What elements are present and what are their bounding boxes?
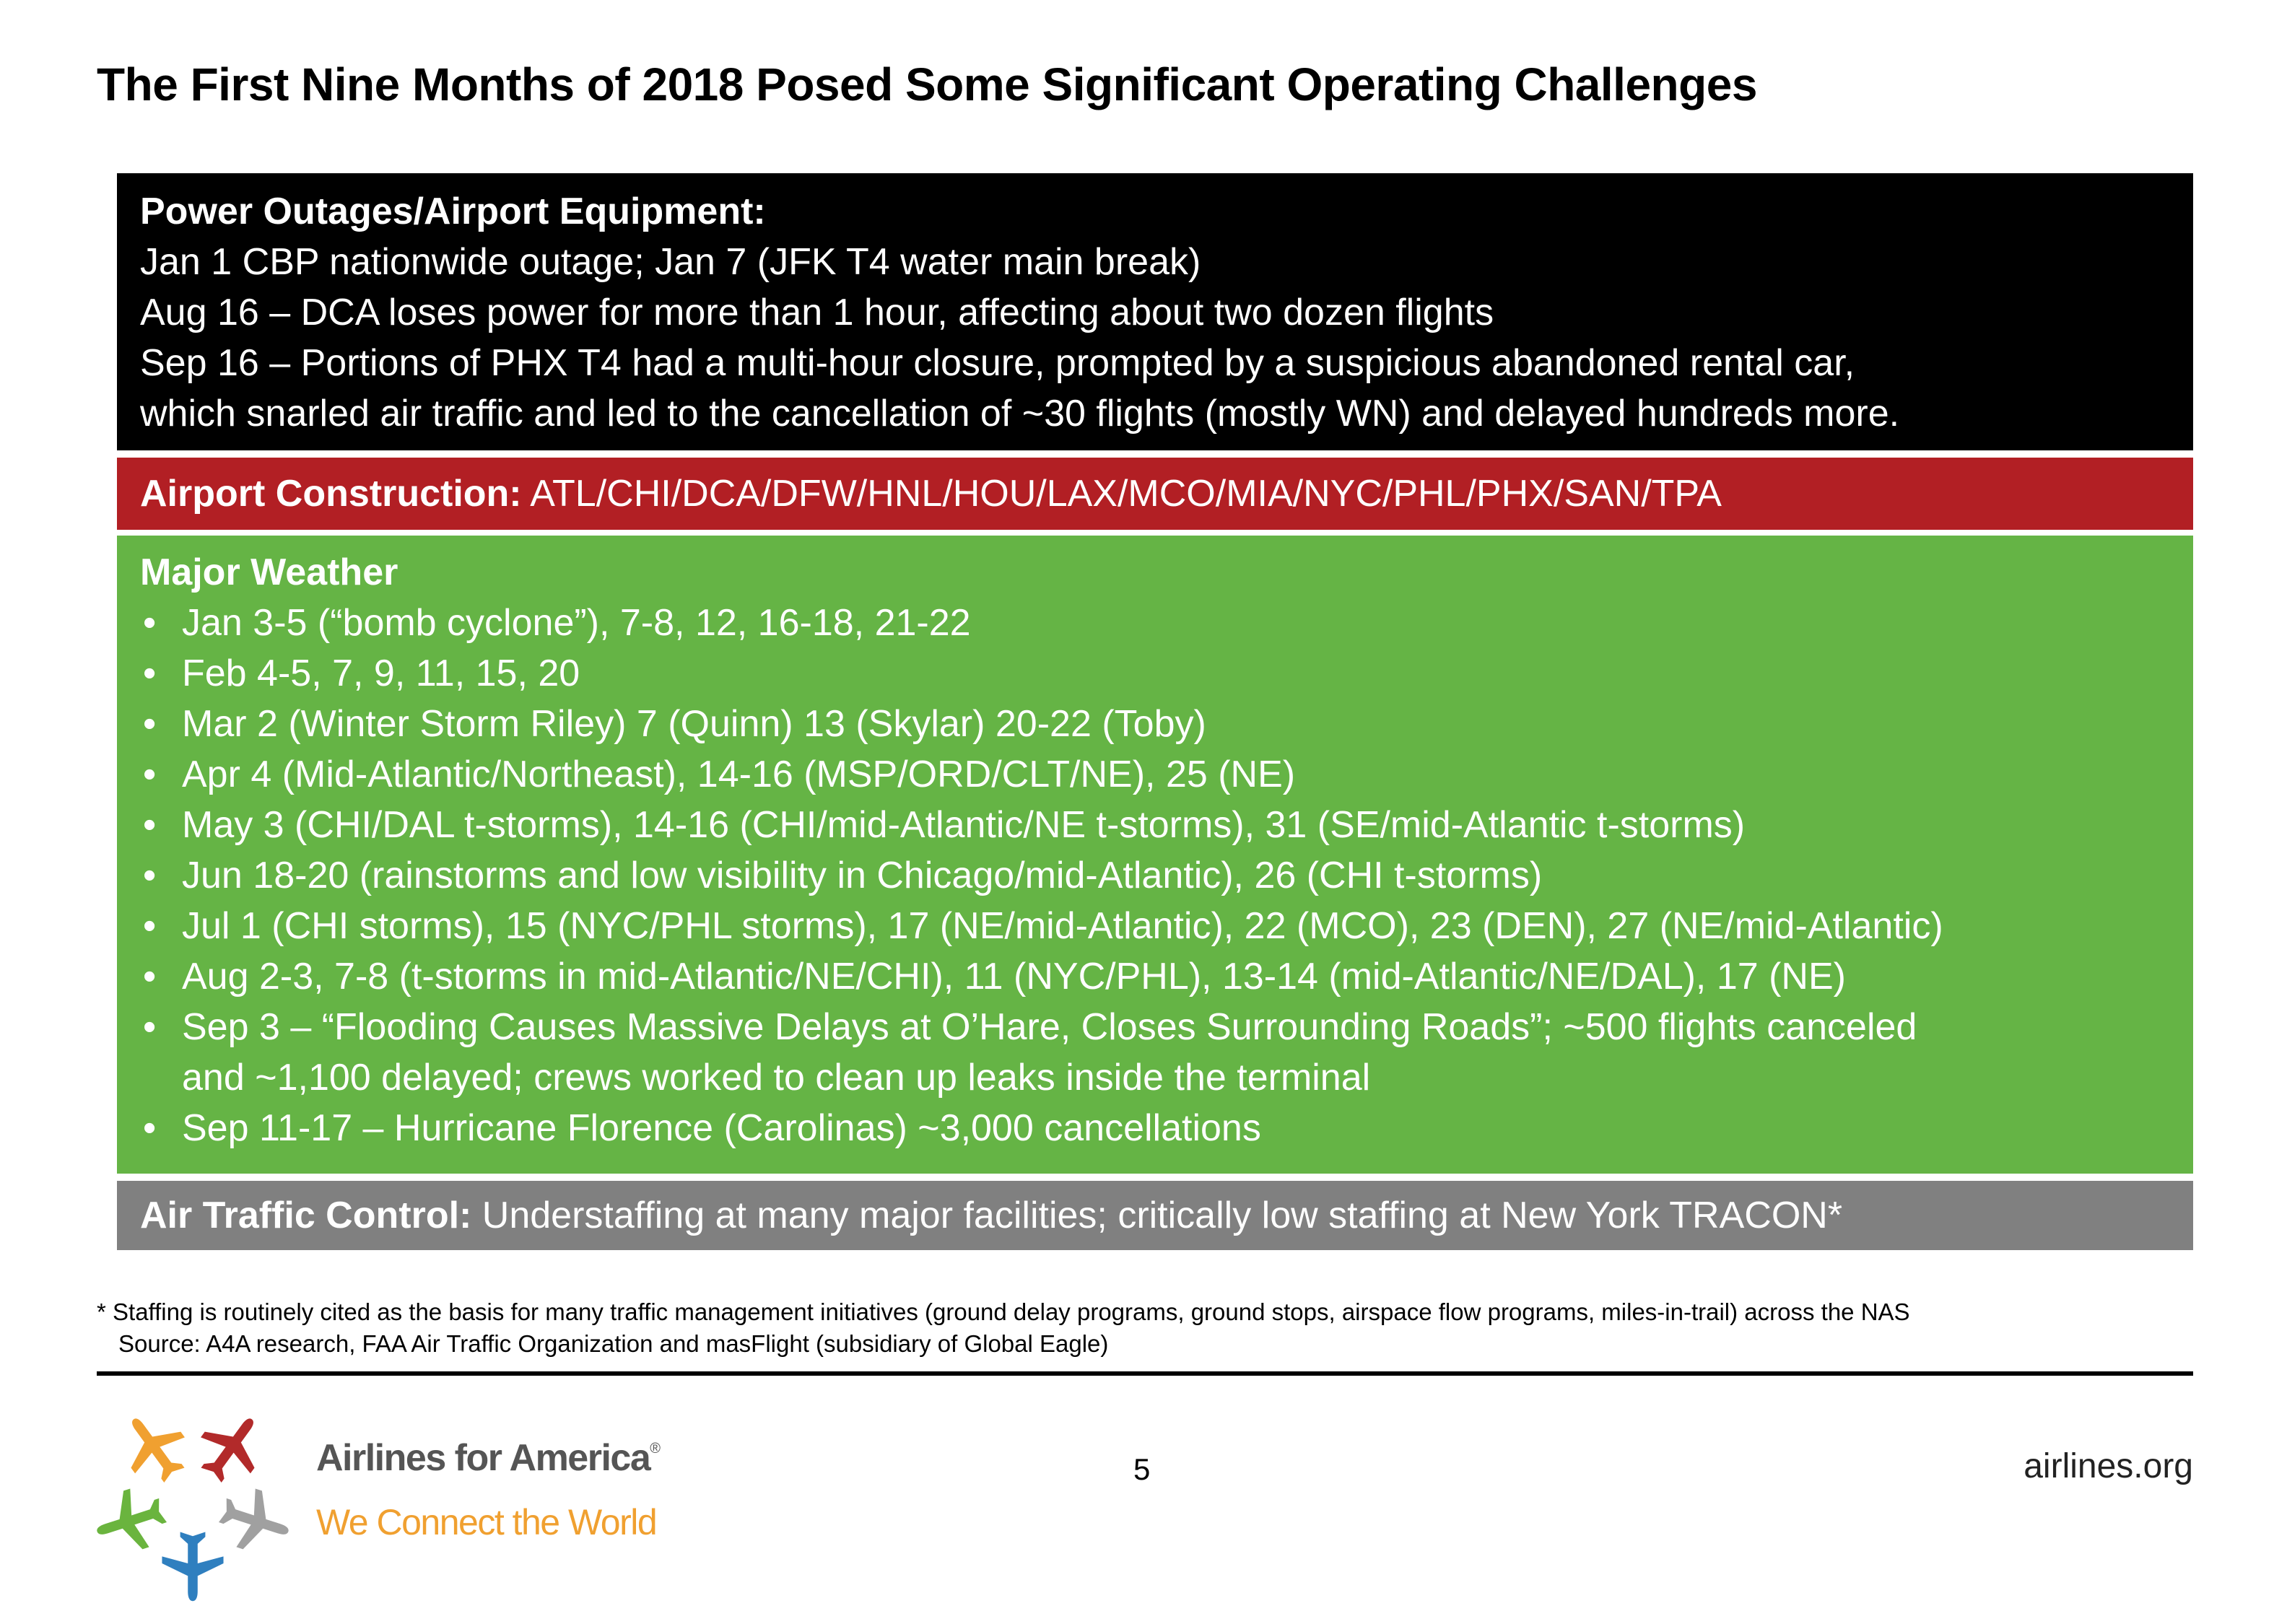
weather-item (140, 699, 2170, 749)
airport-construction-panel (117, 458, 2193, 530)
power-outage-line: Aug 16 – DCA loses power for more than 1 hour, affecting about two dozen flights (140, 292, 1494, 333)
weather-item-text: Sep 3 – “Flooding Causes Massive Delays at O’Hare, Closes Surrounding Roads”; ~500 flights canceled (182, 1006, 1917, 1048)
bullet-icon: • (143, 956, 157, 997)
footnote-source: Source: A4A research, FAA Air Traffic Organization and masFlight (subsidiary of Global Eagle) (118, 1330, 1109, 1357)
bullet-icon: • (143, 602, 157, 644)
weather-item (140, 901, 2170, 951)
bullet-icon: • (143, 1006, 157, 1048)
weather-item (140, 749, 2170, 800)
weather-item-text: Feb 4-5, 7, 9, 11, 15, 20 (182, 652, 580, 694)
weather-item (140, 648, 2170, 699)
weather-item-text: Sep 11-17 – Hurricane Florence (Carolinas) ~3,000 cancellations (182, 1107, 1261, 1149)
bullet-icon: • (143, 652, 157, 694)
power-outages-panel (117, 173, 2193, 450)
power-outage-line: Jan 1 CBP nationwide outage; Jan 7 (JFK T4 water main break) (140, 241, 1201, 283)
power-outage-line: Sep 16 – Portions of PHX T4 had a multi-hour closure, prompted by a suspicious abandoned rental car, (140, 342, 1855, 384)
weather-item (140, 951, 2170, 1002)
bullet-icon: • (143, 905, 157, 947)
footnote (97, 1296, 1910, 1360)
brand-name: Airlines for America® (316, 1437, 660, 1479)
bullet-icon: • (143, 855, 157, 896)
weather-list (140, 598, 2170, 1153)
air-traffic-control-heading: Air Traffic Control: (140, 1195, 472, 1236)
page-number: 5 (1133, 1452, 1151, 1486)
bullet-icon: • (143, 703, 157, 745)
weather-item-text: Apr 4 (Mid-Atlantic/Northeast), 14-16 (MSP/ORD/CLT/NE), 25 (NE) (182, 754, 1296, 795)
airplane-star-icon (88, 1396, 297, 1605)
weather-item-text: Jun 18-20 (rainstorms and low visibility in Chicago/mid-Atlantic), 26 (CHI t-storms) (182, 855, 1543, 896)
weather-item-text: Mar 2 (Winter Storm Riley) 7 (Quinn) 13 (Skylar) 20-22 (Toby) (182, 703, 1206, 745)
weather-item (140, 1002, 2170, 1103)
airport-construction-list: ATL/CHI/DCA/DFW/HNL/HOU/LAX/MCO/MIA/NYC/PHL/PHX/SAN/TPA (521, 473, 1722, 515)
footer-divider (97, 1371, 2193, 1376)
brand-tagline: We Connect the World (316, 1502, 657, 1542)
page-title: The First Nine Months of 2018 Posed Some Significant Operating Challenges (97, 58, 1757, 110)
website-link[interactable]: airlines.org (2023, 1447, 2193, 1485)
major-weather-heading: Major Weather (140, 551, 398, 593)
weather-item-text: Jan 3-5 (“bomb cyclone”), 7-8, 12, 16-18, 21-22 (182, 602, 971, 644)
power-outages-heading: Power Outages/Airport Equipment: (140, 191, 766, 232)
weather-item (140, 800, 2170, 850)
bullet-icon: • (143, 1107, 157, 1149)
power-outage-line: which snarled air traffic and led to the cancellation of ~30 flights (mostly WN) and delayed hundreds more. (140, 393, 1900, 435)
weather-item-text: and ~1,100 delayed; crews worked to clean up leaks inside the terminal (182, 1057, 1371, 1099)
weather-item-text: Jul 1 (CHI storms), 15 (NYC/PHL storms), 17 (NE/mid-Atlantic), 22 (MCO), 23 (DEN), 27 (NE/mid-Atlantic) (182, 905, 1943, 947)
bullet-icon: • (143, 754, 157, 795)
air-traffic-control-panel (117, 1181, 2193, 1250)
registered-mark: ® (650, 1441, 660, 1457)
airport-construction-heading: Airport Construction: (140, 473, 522, 515)
footnote-staffing: * Staffing is routinely cited as the basis for many traffic management initiatives (ground delay programs, ground stops, airspace flow programs, miles-in-trail) across the NAS (97, 1298, 1910, 1325)
weather-item-text: May 3 (CHI/DAL t-storms), 14-16 (CHI/mid-Atlantic/NE t-storms), 31 (SE/mid-Atlantic t-storms) (182, 804, 1746, 846)
weather-item (140, 850, 2170, 901)
weather-item (140, 1103, 2170, 1153)
weather-item (140, 598, 2170, 648)
air-traffic-control-text: Understaffing at many major facilities; critically low staffing at New York TRACON* (471, 1195, 1843, 1236)
weather-item-text: Aug 2-3, 7-8 (t-storms in mid-Atlantic/NE/CHI), 11 (NYC/PHL), 13-14 (mid-Atlantic/NE/DAL), 17 (NE) (182, 956, 1846, 997)
bullet-icon: • (143, 804, 157, 846)
major-weather-panel (117, 536, 2193, 1174)
